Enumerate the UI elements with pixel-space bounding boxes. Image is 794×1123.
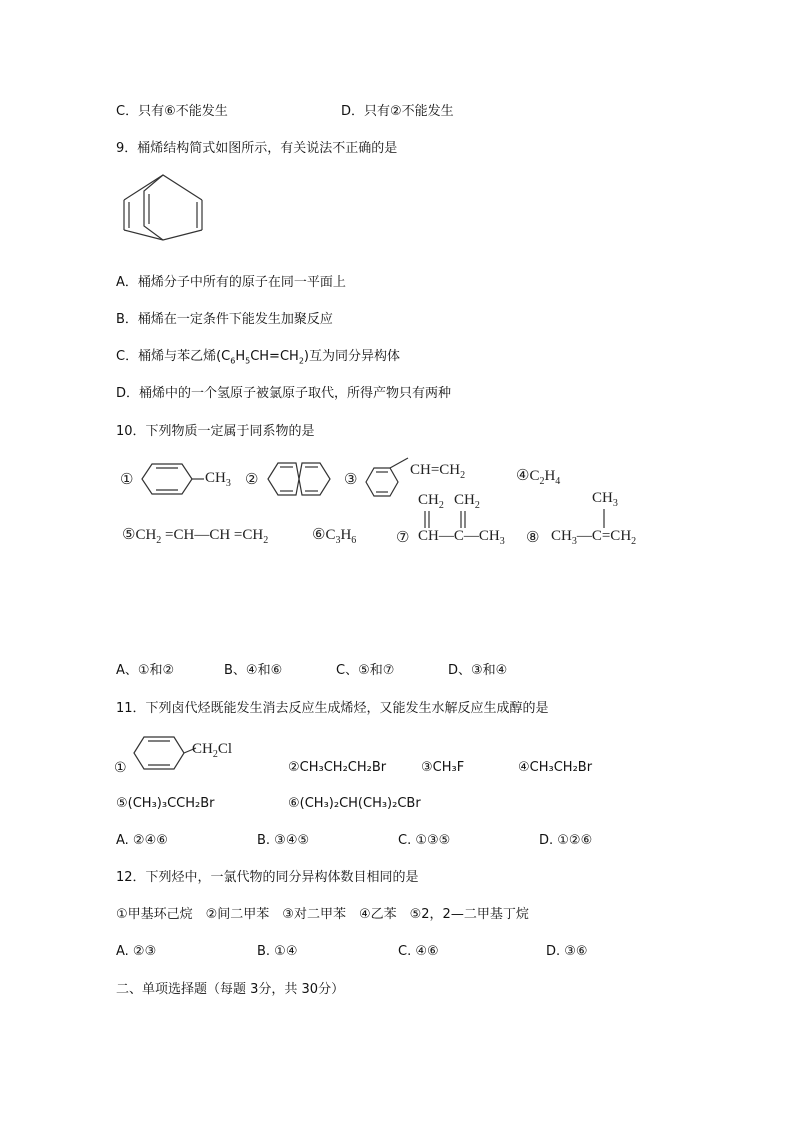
q8-option-c: C．只有⑥不能发生 (116, 104, 228, 119)
q10-option-d: D、③和④ (448, 663, 508, 678)
q10-item-3-number: ③ (344, 472, 358, 488)
q10-option-b: B、④和⑥ (224, 663, 283, 678)
q10-item-8-chain: $CH_3—C=CH_2$ (551, 528, 637, 547)
q11-compound-6: ⑥(CH₃)₂CH(CH₃)₂CBr (288, 796, 421, 811)
isobutene-branch-bond (598, 508, 610, 530)
q11-compound-1-number: ① (114, 760, 127, 776)
q10-option-c: C、⑤和⑦ (336, 663, 395, 678)
q10-item-8-number: ⑧ (526, 530, 540, 546)
q11-option-b: B. ③④⑤ (257, 833, 310, 848)
benzyl-chloride-ring (132, 735, 188, 771)
isoprene-double-bonds (418, 510, 478, 530)
q11-stem: 11．下列卤代烃既能发生消去反应生成烯烃，又能发生水解反应生成醇的是 (116, 701, 549, 716)
q12-items: ①甲基环己烷 ②间二甲苯 ③对二甲苯 ④乙苯 ⑤2，2—二甲基丁烷 (116, 907, 529, 922)
q11-compound-3: ③CH₃F (421, 760, 465, 775)
q12-option-c: C. ④⑥ (398, 944, 439, 959)
q12-stem: 12．下列烃中，一氯代物的同分异构体数目相同的是 (116, 870, 419, 885)
q10-item-3-vinyl: $CH=CH_2$ (410, 462, 466, 481)
q10-item-8-top: $CH_3$ (592, 490, 618, 509)
q12-option-d: D. ③⑥ (546, 944, 588, 959)
q10-item-1-methyl: $CH_3$ (205, 470, 231, 489)
q8-option-d: D．只有②不能发生 (341, 104, 454, 119)
q9-stem: 9．桶烯结构简式如图所示，有关说法不正确的是 (116, 141, 398, 156)
q11-option-a: A. ②④⑥ (116, 833, 168, 848)
q10-item-7-chain: $CH—C—CH_3$ (418, 528, 505, 547)
toluene-ring (140, 462, 194, 496)
barrelene-structure (118, 172, 208, 244)
q10-item-2-number: ② (245, 472, 259, 488)
q10-item-7-top-left: $CH_2$ (418, 492, 444, 511)
q12-option-b: B. ①④ (257, 944, 298, 959)
q10-item-6: $⑥C_3H_6$ (312, 527, 357, 546)
q10-item-1-number: ① (120, 472, 134, 488)
q10-stem: 10．下列物质一定属于同系物的是 (116, 424, 315, 439)
q10-item-4: $④C_2H_4$ (516, 468, 561, 487)
q9-option-b: B．桶烯在一定条件下能发生加聚反应 (116, 312, 333, 327)
q10-option-a: A、①和② (116, 663, 175, 678)
q12-option-a: A. ②③ (116, 944, 157, 959)
q9-option-a: A．桶烯分子中所有的原子在同一平面上 (116, 275, 346, 290)
q11-option-d: D. ①②⑥ (539, 833, 593, 848)
q9-option-d: D．桶烯中的一个氢原子被氯原子取代，所得产物只有两种 (116, 386, 452, 401)
q10-item-7-number: ⑦ (396, 530, 410, 546)
q10-item-7-top-right: $CH_2$ (454, 492, 480, 511)
q10-item-5: $⑤CH_2$ =CH—CH $=CH_2$ (122, 527, 269, 546)
section-2-heading: 二、单项选择题（每题 3分，共 30分） (116, 982, 345, 997)
naphthalene-rings (266, 460, 332, 498)
q11-compound-5: ⑤(CH₃)₃CCH₂Br (116, 796, 215, 811)
q11-option-c: C. ①③⑤ (398, 833, 451, 848)
q9-option-c: C．桶烯与苯乙烯$(C_6H_5CH=CH_2)$互为同分异构体 (116, 349, 400, 366)
q11-compound-2: ②CH₃CH₂CH₂Br (288, 760, 387, 775)
q11-compound-1-substituent: $CH_2Cl$ (192, 741, 233, 760)
q11-compound-4: ④CH₃CH₂Br (518, 760, 593, 775)
